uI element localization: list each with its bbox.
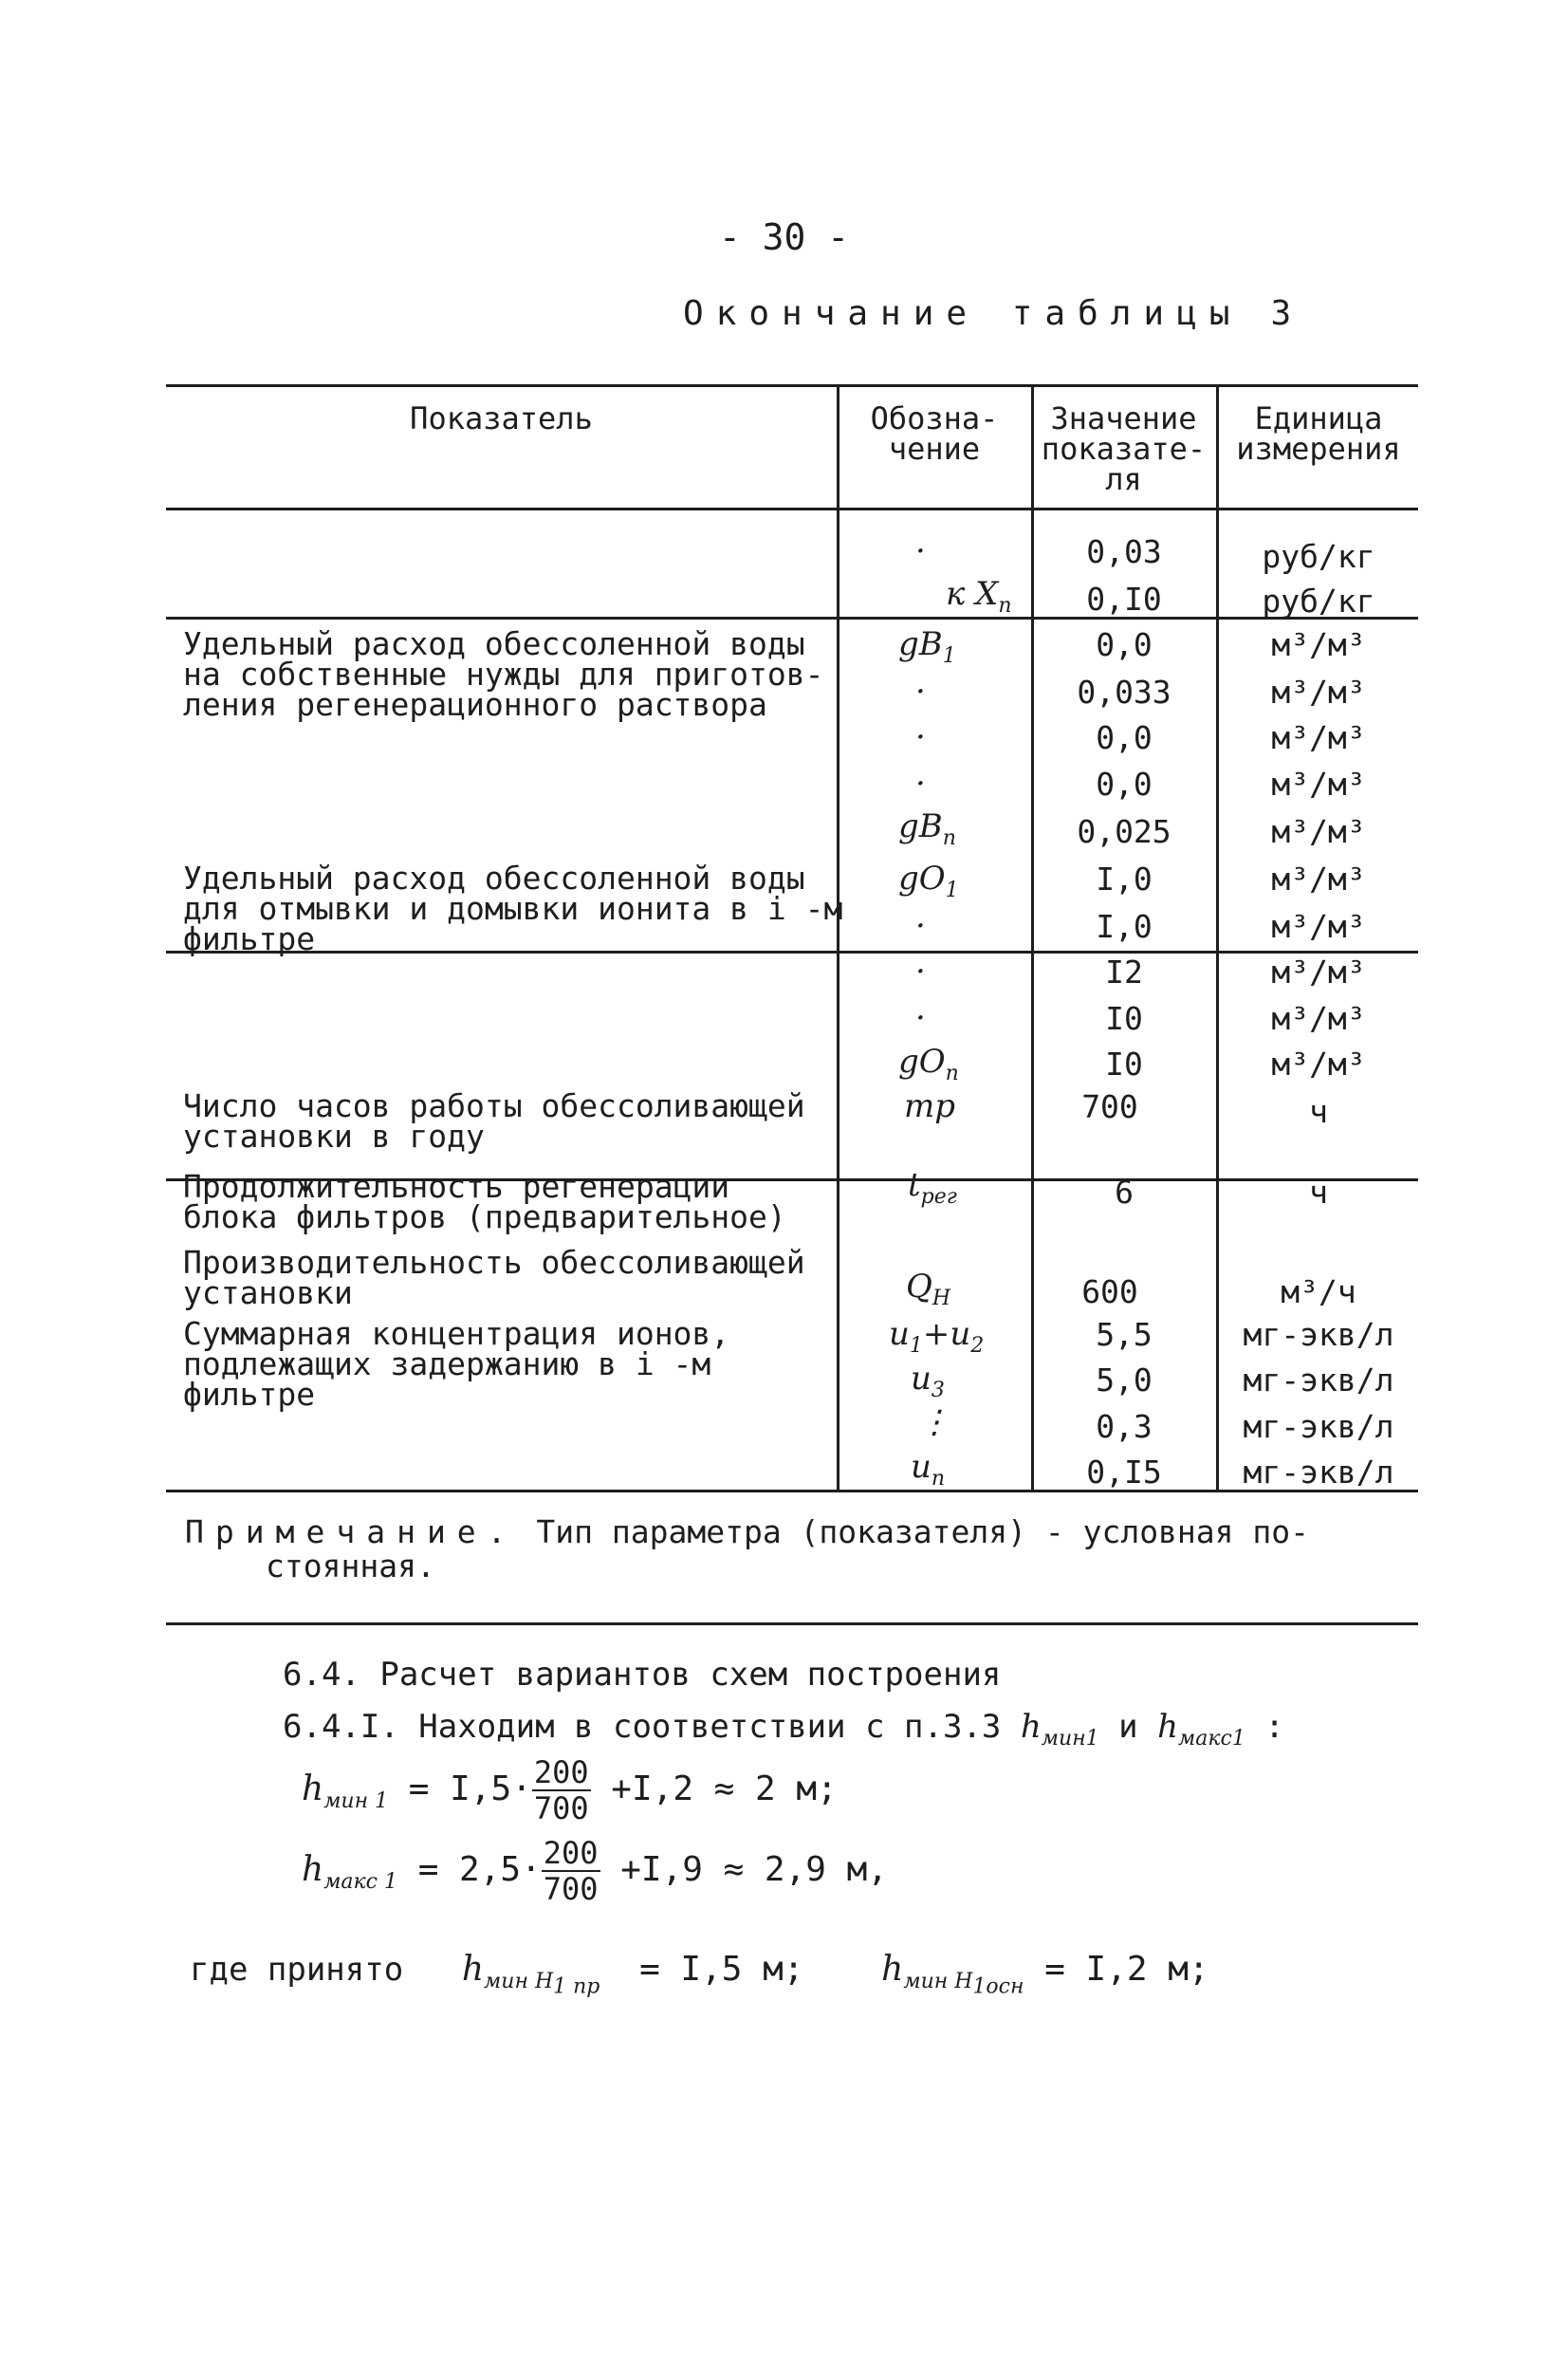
fraction-denominator: 700 bbox=[543, 1871, 599, 1907]
value-cell: 0,I5 bbox=[1086, 1454, 1162, 1491]
value-cell: 0,033 bbox=[1077, 674, 1171, 711]
value-cell: 0,0 bbox=[1096, 766, 1153, 803]
designation-cell: $Q_Н$ bbox=[906, 1268, 951, 1310]
fraction bbox=[542, 1836, 600, 1906]
value-cell: 0,3 bbox=[1096, 1408, 1153, 1445]
unit-cell: м³/м³ bbox=[1271, 813, 1366, 850]
indicator-cell: Производительность обессоливающей установки bbox=[183, 1244, 805, 1311]
designation-cell: · bbox=[915, 999, 926, 1037]
value-cell: 600 bbox=[1081, 1273, 1138, 1310]
caption-text: Окончание таблицы bbox=[683, 294, 1243, 333]
formula-coef: = 2,5· bbox=[417, 1850, 542, 1889]
designation-cell: $gO_п$ bbox=[898, 1043, 959, 1085]
table-rule bbox=[166, 1490, 1418, 1492]
h-min-symbol: $h_{мин1}$ bbox=[1020, 1708, 1099, 1751]
where-value-2: = I,2 м; bbox=[1044, 1950, 1209, 1989]
unit-cell: руб/кг bbox=[1262, 538, 1375, 575]
designation-cell: · bbox=[915, 907, 926, 945]
header-value-line: показате- bbox=[1041, 431, 1207, 467]
table-rule bbox=[166, 508, 1418, 510]
formula-rest: +I,2 ≈ 2 м; bbox=[611, 1769, 838, 1808]
header-unit bbox=[1219, 400, 1418, 467]
value-cell: 6 bbox=[1115, 1174, 1134, 1211]
fraction-denominator: 700 bbox=[533, 1790, 589, 1826]
designation-cell: ⋮ bbox=[918, 1403, 950, 1441]
unit-cell: мг-экв/л bbox=[1243, 1362, 1394, 1399]
designation-cell: $t_{рег}$ bbox=[908, 1166, 957, 1209]
fraction-numerator: 200 bbox=[543, 1835, 599, 1871]
formula-rest: +I,9 ≈ 2,9 м, bbox=[620, 1850, 888, 1889]
unit-cell: м³/м³ bbox=[1271, 766, 1366, 803]
unit-cell: м³/ч bbox=[1281, 1273, 1356, 1310]
header-value-line: ля bbox=[1105, 461, 1142, 497]
header-indicator: Показатель bbox=[410, 400, 593, 436]
table-caption bbox=[683, 294, 1291, 333]
value-cell: 0,025 bbox=[1077, 813, 1171, 850]
value-cell: I,0 bbox=[1096, 861, 1153, 898]
value-cell: 0,I0 bbox=[1086, 581, 1162, 618]
formula-coef: = I,5· bbox=[408, 1769, 532, 1808]
where-line bbox=[190, 1950, 1209, 1999]
data-table bbox=[166, 384, 1418, 1494]
designation-cell: тр bbox=[904, 1087, 956, 1125]
unit-cell: ч bbox=[1309, 1093, 1328, 1130]
designation-cell: · bbox=[915, 532, 926, 570]
value-cell: 5,0 bbox=[1096, 1362, 1153, 1399]
where-label: где принято bbox=[190, 1951, 404, 1989]
note-text-cont: стоянная. bbox=[266, 1547, 435, 1584]
header-value bbox=[1031, 400, 1216, 497]
fraction-numerator: 200 bbox=[533, 1754, 589, 1790]
h-min-h1-osn-symbol: $h_{мин Н_{1осн}}$ bbox=[881, 1950, 1024, 1999]
unit-cell: м³/м³ bbox=[1271, 626, 1366, 663]
indicator-cell: Число часов работы обессоливающей установки в году bbox=[183, 1087, 805, 1155]
designation-cell: · bbox=[915, 718, 926, 756]
header-unit-line: измерения bbox=[1236, 431, 1401, 467]
value-cell: I0 bbox=[1105, 1046, 1143, 1083]
unit-cell: м³/м³ bbox=[1271, 861, 1366, 898]
h-max-symbol: $h_{макс1}$ bbox=[1157, 1708, 1245, 1751]
unit-cell: м³/м³ bbox=[1271, 954, 1366, 991]
unit-cell: м³/м³ bbox=[1271, 908, 1366, 945]
note-text: Тип параметра (показателя) - условная по- bbox=[536, 1513, 1309, 1550]
unit-cell: м³/м³ bbox=[1271, 1000, 1366, 1037]
formula-h-max bbox=[302, 1836, 888, 1906]
designation-cell: к $X_п$ bbox=[946, 575, 1012, 618]
designation-cell: · bbox=[915, 953, 926, 991]
formula-lhs: $h_{макс 1}$ bbox=[302, 1850, 397, 1895]
header-unit-line: Единица bbox=[1254, 400, 1383, 436]
header-value-line: Значение bbox=[1050, 400, 1197, 436]
unit-cell: ч bbox=[1309, 1174, 1328, 1211]
page-number: - 30 - bbox=[718, 216, 850, 258]
note-label: Примечание. bbox=[185, 1513, 518, 1550]
value-cell: 0,0 bbox=[1096, 626, 1153, 663]
header-designation bbox=[839, 400, 1029, 467]
unit-cell: м³/м³ bbox=[1271, 1046, 1366, 1083]
note-rule bbox=[166, 1622, 1418, 1625]
header-designation-line: чение bbox=[888, 431, 981, 467]
section-paragraph-text: 6.4.I. Находим в соответствии с п.3.3 bbox=[283, 1708, 1002, 1746]
indicator-cell: Удельный расход обессоленной воды на собственные нужды для приготов- ления регенерационного раствора bbox=[183, 625, 824, 723]
unit-cell: мг-экв/л bbox=[1243, 1408, 1394, 1445]
designation-cell: $u_3$ bbox=[911, 1360, 945, 1402]
unit-cell: м³/м³ bbox=[1271, 719, 1366, 756]
indicator-cell: Продолжительность регенерации блока фильтров (предварительное) bbox=[183, 1168, 786, 1235]
formula-h-min bbox=[302, 1755, 838, 1825]
value-cell: I0 bbox=[1105, 1000, 1143, 1037]
indicator-cell: Удельный расход обессоленной воды для отмывки и домывки ионита в i -м фильтре bbox=[183, 860, 843, 957]
designation-cell: · bbox=[915, 765, 926, 803]
fraction bbox=[532, 1755, 591, 1825]
caption-number: 3 bbox=[1270, 294, 1292, 333]
h-min-h1-pr-symbol: $h_{мин Н_{1 пр}}$ bbox=[461, 1950, 600, 1999]
designation-cell: $gB_п$ bbox=[898, 807, 956, 850]
section-heading: 6.4. Расчет вариантов схем построения bbox=[283, 1656, 1002, 1694]
value-cell: 0,0 bbox=[1096, 719, 1153, 756]
designation-cell: $u_1+u_2$ bbox=[889, 1315, 985, 1358]
section-paragraph: 6.4.I. Находим в соответствии с п.3.3 $h_{мин1}$ и $h_{макс1}$ : bbox=[283, 1708, 1284, 1751]
unit-cell: м³/м³ bbox=[1271, 674, 1366, 711]
unit-cell: мг-экв/л bbox=[1243, 1454, 1394, 1491]
table-rule bbox=[166, 384, 1418, 387]
designation-cell: · bbox=[915, 673, 926, 711]
unit-cell: мг-экв/л bbox=[1243, 1316, 1394, 1353]
value-cell: 5,5 bbox=[1096, 1316, 1153, 1353]
table-note bbox=[185, 1515, 1371, 1584]
value-cell: I,0 bbox=[1096, 908, 1153, 945]
unit-cell: руб/кг bbox=[1262, 583, 1375, 620]
table-rule bbox=[166, 617, 1418, 620]
where-value-1: = I,5 м; bbox=[639, 1950, 804, 1989]
header-designation-line: Обозна- bbox=[870, 400, 999, 436]
value-cell: 700 bbox=[1081, 1088, 1138, 1125]
designation-cell: $gB_1$ bbox=[898, 625, 956, 668]
value-cell: 0,03 bbox=[1086, 533, 1162, 570]
formula-lhs: $h_{мин 1}$ bbox=[302, 1769, 389, 1814]
designation-cell: $gO_1$ bbox=[898, 860, 959, 902]
designation-cell: $u_п$ bbox=[911, 1448, 946, 1491]
value-cell: I2 bbox=[1105, 954, 1143, 991]
conj-text: и bbox=[1118, 1708, 1138, 1746]
indicator-cell: Суммарная концентрация ионов, подлежащих задержанию в i -м фильтре bbox=[183, 1315, 730, 1413]
